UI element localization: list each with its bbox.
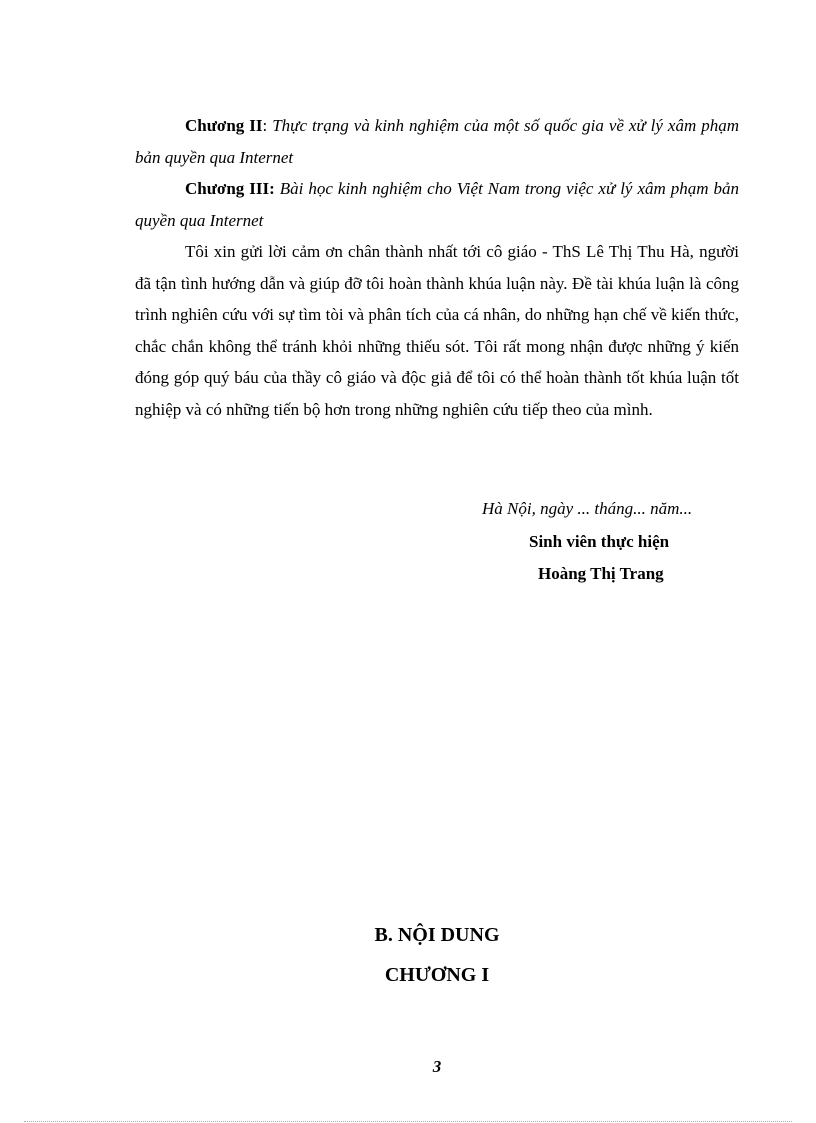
- footer-divider: [24, 1121, 792, 1122]
- chapter-3-label: Chương III:: [185, 179, 275, 198]
- acknowledgement-paragraph: Tôi xin gửi lời cảm ơn chân thành nhất tới cô giáo - ThS Lê Thị Thu Hà, người đã tận tình hướng dẫn và giúp đỡ tôi hoàn thành khúa luận này. Đề tài khúa luận là công trình nghiên cứu với sự tìm tòi và phân tích của cá nhân, do những hạn chế về kiến thức, chắc chắn không thể tránh khỏi những thiếu sót. Tôi rất mong nhận được những ý kiến đóng góp quý báu của thầy cô giáo và độc giả để tôi có thể hoàn thành tốt khúa luận tốt nghiệp và có những tiến bộ hơn trong những nghiên cứu tiếp theo của mình.: [135, 242, 739, 419]
- chapter-2-text: Thực trạng và kinh nghiệm của một số quốc gia về xử lý xâm phạm bản quyền qua Internet: [135, 116, 739, 167]
- signature-role: Sinh viên thực hiện: [529, 532, 670, 551]
- chapter-title: CHƯƠNG I: [384, 964, 490, 986]
- signature-date-line: Hà Nội, ngày ... tháng... năm...: [482, 499, 693, 518]
- signature-name: Hoàng Thị Trang: [538, 564, 664, 583]
- chapter-2-summary: [135, 110, 739, 173]
- page-number: 3: [432, 1057, 442, 1076]
- chapter-3-text: Bài học kinh nghiệm cho Việt Nam trong việc xử lý xâm phạm bản quyền qua Internet: [135, 179, 740, 230]
- chapter-2-label: Chương II: [185, 116, 263, 135]
- section-title: B. NỘI DUNG: [374, 924, 500, 946]
- chapter-3-summary: [135, 173, 739, 236]
- chapter-2-separator: :: [262, 116, 273, 135]
